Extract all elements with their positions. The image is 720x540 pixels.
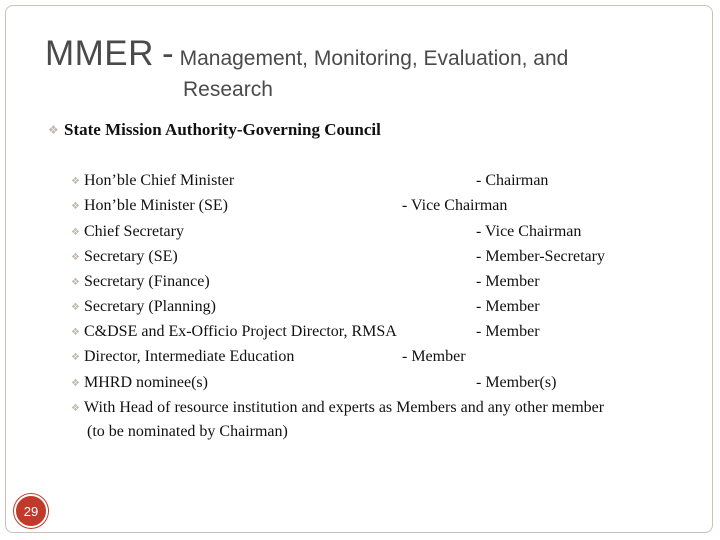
bullet-icon: ❖ — [71, 352, 80, 363]
bullet-icon: ❖ — [71, 277, 80, 288]
member-row — [71, 348, 466, 370]
member-name: Chief Secretary — [84, 223, 184, 240]
title-line-1: Management, Monitoring, Evaluation, and — [179, 47, 569, 70]
member-row — [71, 223, 582, 245]
member-name: Secretary (Planning) — [84, 298, 216, 315]
member-role: - Member — [476, 323, 540, 340]
member-row — [71, 298, 540, 320]
bullet-icon: ❖ — [71, 403, 80, 414]
bullet-icon: ❖ — [71, 227, 80, 238]
bullet-icon: ❖ — [71, 302, 80, 313]
bullet-icon: ❖ — [48, 123, 59, 137]
member-name: Hon’ble Minister (SE) — [84, 197, 228, 214]
member-role: - Member — [476, 273, 540, 290]
member-role: - Member-Secretary — [476, 248, 605, 265]
member-role: - Member — [476, 298, 540, 315]
bullet-icon: ❖ — [71, 378, 80, 389]
member-row — [71, 197, 508, 219]
level1-bullet — [48, 120, 381, 140]
member-role: - Chairman — [476, 172, 549, 189]
last-item-line-2: (to be nominated by Chairman) — [87, 423, 288, 440]
section-heading: State Mission Authority-Governing Council — [64, 120, 381, 139]
member-row — [71, 248, 605, 270]
member-row — [71, 273, 540, 295]
title-line-2: Research — [183, 78, 273, 101]
bullet-icon: ❖ — [71, 327, 80, 338]
title-separator: - — [161, 34, 174, 73]
member-name: Secretary (SE) — [84, 248, 178, 265]
member-role: - Vice Chairman — [402, 197, 508, 214]
member-name: Secretary (Finance) — [84, 273, 210, 290]
member-row — [71, 399, 604, 421]
member-name: Director, Intermediate Education — [84, 348, 295, 365]
title-acronym: MMER — [45, 34, 154, 73]
member-row — [71, 172, 549, 194]
member-role: - Vice Chairman — [476, 223, 582, 240]
bullet-icon: ❖ — [71, 252, 80, 263]
bullet-icon: ❖ — [71, 201, 80, 212]
page-number-badge: 29 — [14, 494, 48, 528]
member-name: MHRD nominee(s) — [84, 374, 208, 391]
slide-title — [45, 34, 685, 74]
member-role: - Member — [402, 348, 466, 365]
member-role: - Member(s) — [476, 374, 557, 391]
member-name: C&DSE and Ex-Officio Project Director, RMSA — [84, 323, 397, 340]
member-row — [71, 374, 557, 396]
bullet-icon: ❖ — [71, 176, 80, 187]
member-name: Hon’ble Chief Minister — [84, 172, 235, 189]
member-row — [71, 323, 540, 345]
last-item-line-1: With Head of resource institution and experts as Members and any other member — [84, 399, 605, 416]
